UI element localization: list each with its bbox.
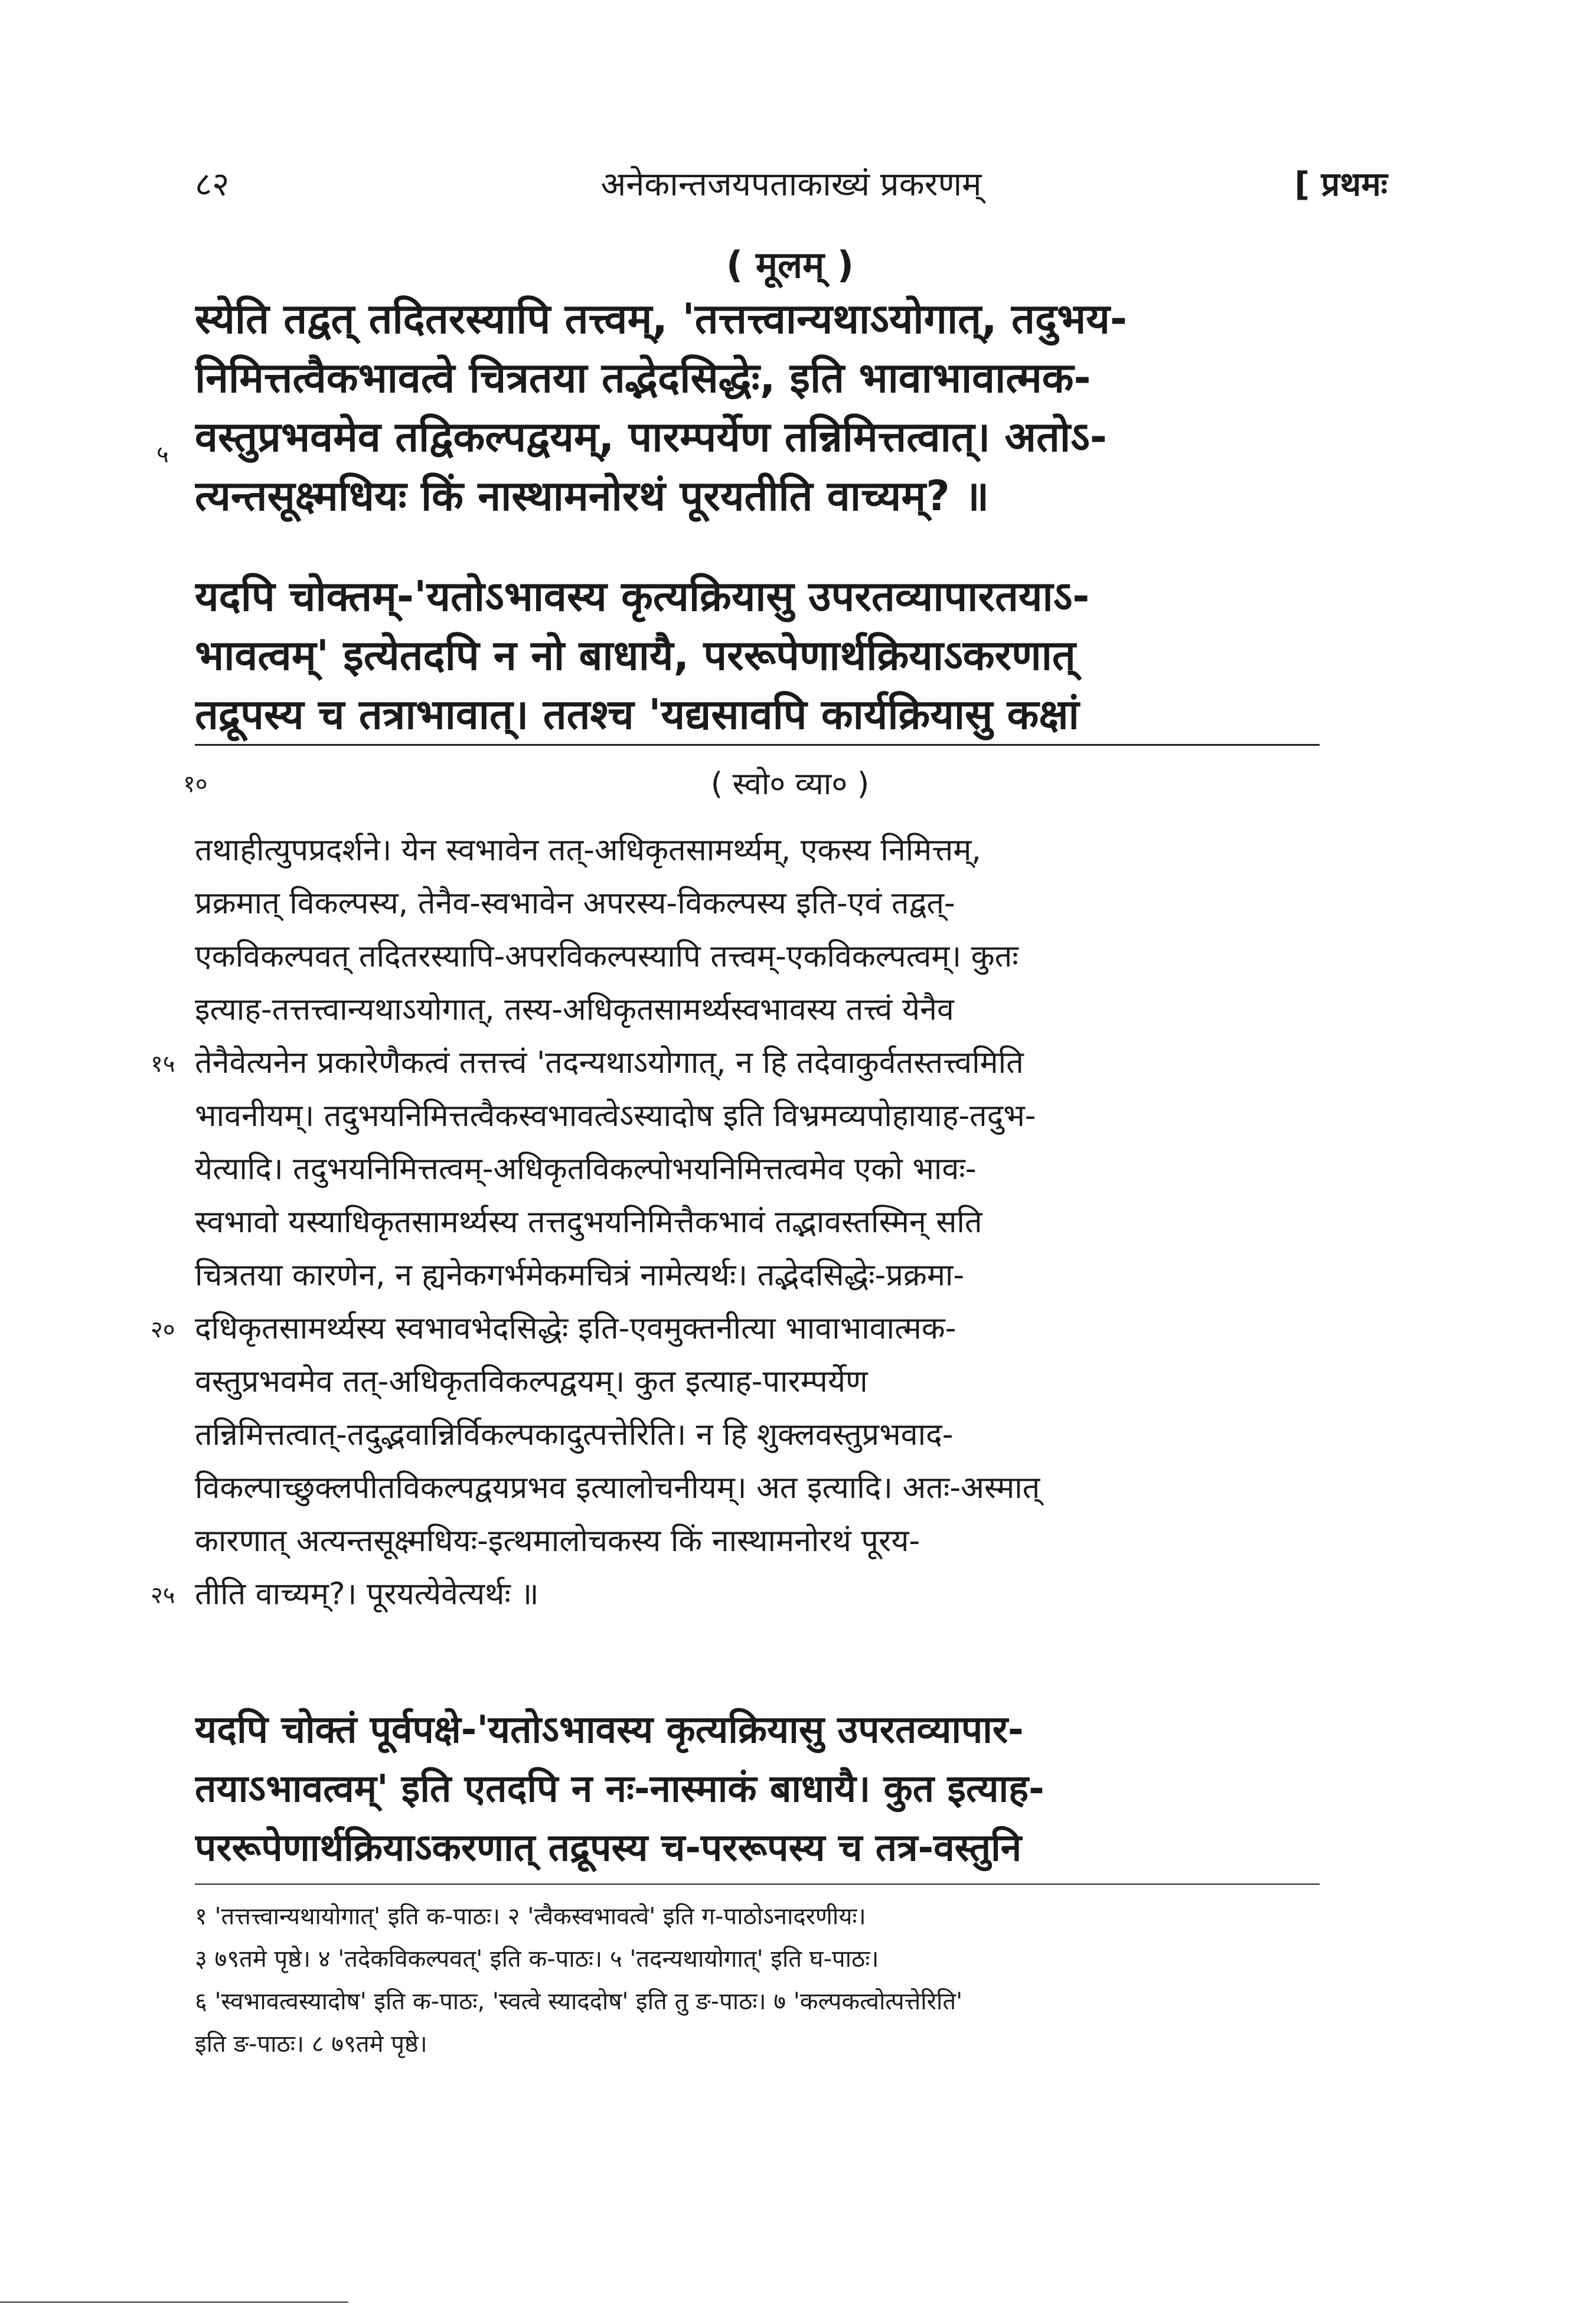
section-divider: [195, 744, 1320, 746]
text-line: यदपि चोक्तं पूर्वपक्षे-'यतोऽभावस्य कृत्यक्रियासु उपरतव्यापार-: [195, 1708, 1024, 1752]
line-number: ५: [156, 441, 169, 468]
text-line: यदपि चोक्तम्-'यतोऽभावस्य कृत्यक्रियासु उपरतव्यापारतयाऽ-: [195, 572, 1090, 621]
text-line: वस्तुप्रभवमेव तत्-अधिकृतविकल्पद्वयम्। कुत इत्याह-पारम्पर्येण: [195, 1364, 868, 1399]
page-title: अनेकान्तजयपताकाख्यं प्रकरणम्: [600, 165, 982, 204]
commentary-heading: ( स्वो० व्या० ): [710, 766, 870, 802]
text-line: तथाहीत्युपप्रदर्शने। येन स्वभावेन तत्-अधिकृतसामर्थ्यम्, एकस्य निमित्तम्,: [195, 833, 981, 868]
text-line: इत्याह-तत्तत्त्वान्यथाऽयोगात्, तस्य-अधिकृतसामर्थ्यस्वभावस्य तत्त्वं येनैव: [195, 992, 954, 1027]
page-number: ८२: [195, 165, 230, 204]
line-number: २०: [151, 1316, 175, 1343]
text-line: कारणात् अत्यन्तसूक्ष्मधियः-इत्थमालोचकस्य किं नास्थामनोरथं पूरय-: [195, 1523, 920, 1559]
text-line: पररूपेणार्थक्रियाऽकरणात् तद्रूपस्य च-पररूपस्य च तत्र-वस्तुनि: [195, 1826, 1022, 1870]
commentary-text-2: [195, 1700, 1317, 1878]
section-label: [ प्रथमः: [1294, 165, 1388, 204]
line-number: १०: [183, 771, 208, 798]
footnote-line: १ 'तत्तत्त्वान्यथायोगात्' इति क-पाठः। २ 'त्वैकस्वभावत्वे' इति ग-पाठोऽनादरणीयः।: [195, 1903, 866, 1930]
text-line: भावत्वम्' इत्येतदपि न नो बाधायै, पररूपेणार्थक्रियाऽकरणात्: [195, 631, 1076, 680]
footnote-line: ६ 'स्वभावत्वस्यादोष' इति क-पाठः, 'स्वत्वे स्याददोष' इति तु ङ-पाठः। ७ 'कल्पकत्वोत्पत्तेरिति': [195, 1988, 963, 2015]
text-line: तीति वाच्यम्?। पूरयत्येवेत्यर्थः ॥: [195, 1576, 539, 1612]
text-line: तद्रूपस्य च तत्राभावात्। ततश्च 'यद्यसावपि कार्यक्रियासु कक्षां: [195, 690, 1079, 739]
text-line: स्वभावो यस्याधिकृतसामर्थ्यस्य तत्तदुभयनिमित्तैकभावं तद्भावस्तस्मिन् सति: [195, 1205, 982, 1240]
text-line: तेनैवेत्यनेन प्रकारेणैकत्वं तत्तत्त्वं 'तदन्यथाऽयोगात्, न हि तदेवाकुर्वतस्तत्त्वमिति: [195, 1045, 1024, 1081]
mula-text: [195, 289, 1317, 525]
footnote-line: इति ङ-पाठः। ८ ७९तमे पृष्ठे।: [195, 2031, 427, 2058]
footnote-divider: [195, 1884, 1320, 1885]
text-line: येत्यादि। तदुभयनिमित्तत्वम्-अधिकृतविकल्पोभयनिमित्तत्वमेव एको भावः-: [195, 1151, 977, 1187]
text-line: एकविकल्पवत् तदितरस्यापि-अपरविकल्पस्यापि तत्त्वम्-एकविकल्पत्वम्। कुतः: [195, 939, 1018, 974]
text-line: तयाऽभावत्वम्' इति एतदपि न नः-नास्माकं बाधायै। कुत इत्याह-: [195, 1767, 1044, 1811]
footnote-line: ३ ७९तमे पृष्ठे। ४ 'तदेकविकल्पवत्' इति क-पाठः। ५ 'तदन्यथायोगात्' इति घ-पाठः।: [195, 1946, 879, 1973]
text-line: प्रक्रमात् विकल्पस्य, तेनैव-स्वभावेन अपरस्य-विकल्पस्य इति-एवं तद्वत्-: [195, 886, 955, 921]
text-line: चित्रतया कारणेन, न ह्यनेकगर्भमेकमचित्रं नामेत्यर्थः। तद्भेदसिद्धेः-प्रक्रमा-: [195, 1258, 965, 1293]
mula-text-2: [195, 567, 1317, 744]
commentary-text: [195, 824, 1317, 1621]
text-line: विकल्पाच्छुक्लपीतविकल्पद्वयप्रभव इत्यालोचनीयम्। अत इत्यादि। अतः-अस्मात्: [195, 1470, 1040, 1506]
text-line: वस्तुप्रभवमेव तद्विकल्पद्वयम्, पारम्पर्येण तन्निमित्तत्वात्। अतोऽ-: [195, 413, 1107, 461]
text-line: निमित्तत्वैकभावत्वे चित्रतया तद्भेदसिद्धेः, इति भावाभावात्मक-: [195, 354, 1091, 402]
line-number: १५: [151, 1050, 175, 1078]
line-number: २५: [151, 1582, 175, 1609]
footnotes: [195, 1895, 1317, 2065]
scan-edge-line: [0, 2302, 348, 2303]
text-line: स्येति तद्वत् तदितरस्यापि तत्त्वम्, 'तत्तत्त्वान्यथाऽयोगात्, तदुभय-: [195, 295, 1127, 343]
text-line: दधिकृतसामर्थ्यस्य स्वभावभेदसिद्धेः इति-एवमुक्तनीत्या भावाभावात्मक-: [195, 1311, 957, 1346]
text-line: त्यन्तसूक्ष्मधियः किं नास्थामनोरथं पूरयतीति वाच्यम्? ॥: [195, 472, 990, 520]
running-header: [195, 155, 1388, 208]
text-line: तन्निमित्तत्वात्-तदुद्भवान्निर्विकल्पकादुत्पत्तेरिति। न हि शुक्लवस्तुप्रभवाद-: [195, 1417, 954, 1452]
text-line: भावनीयम्। तदुभयनिमित्तत्वैकस्वभावत्वेऽस्यादोष इति विभ्रमव्यपोहायाह-तदुभ-: [195, 1098, 1036, 1134]
mula-heading: ( मूलम् ): [726, 243, 854, 286]
